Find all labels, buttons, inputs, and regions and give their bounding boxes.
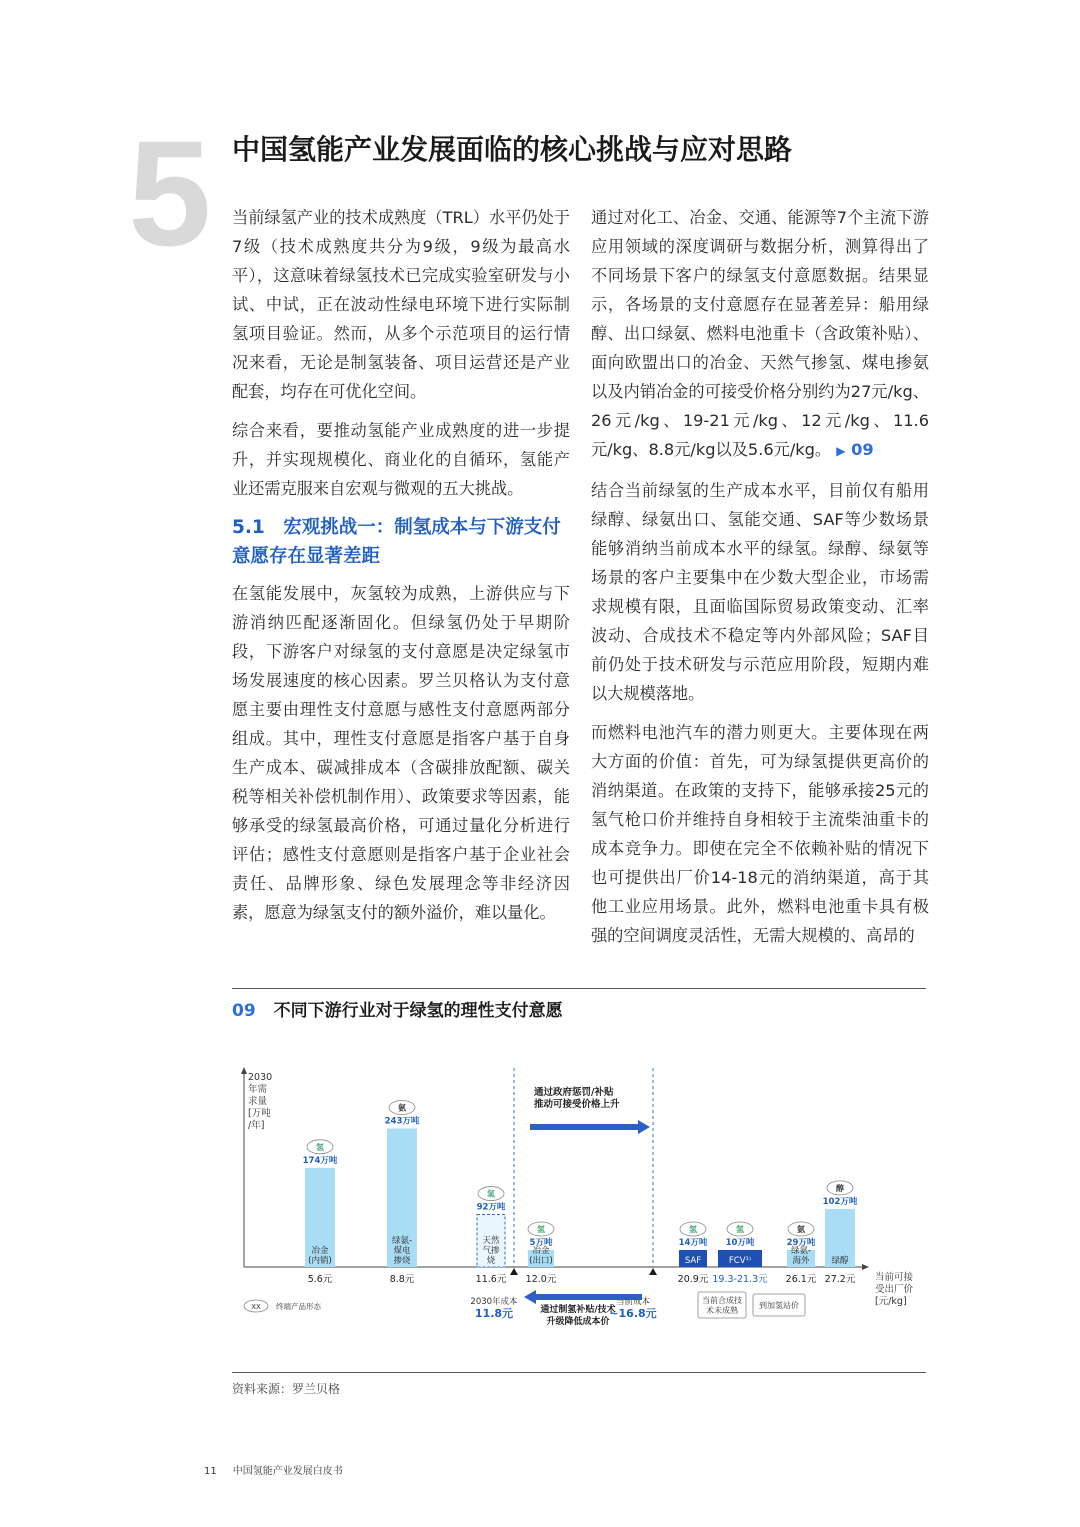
paragraph: 综合来看，要推动氢能产业成熟度的进一步提升，并实现规模化、商业化的自循环，氢能产业还需克服来自宏观与微观的五大挑战。	[232, 421, 570, 498]
figure-reference[interactable]	[836, 440, 873, 459]
play-triangle-icon: ▶	[836, 444, 846, 458]
bar-label: 天然	[482, 1236, 500, 1246]
cost-marker-label: 当前成本	[615, 1297, 651, 1307]
synthesis-note-text: 当前合成技	[702, 1296, 742, 1305]
figure-source: 资料来源：罗兰贝格	[232, 1382, 341, 1396]
product-badge-label: 氢	[689, 1225, 697, 1234]
right-column	[591, 203, 929, 960]
cost-marker-value: 11.8元	[474, 1307, 514, 1320]
x-axis-label: 当前可接	[875, 1272, 914, 1283]
payment-willingness-chart	[232, 1050, 926, 1350]
bar-label: 烧	[486, 1256, 496, 1266]
price-label: 5.6元	[307, 1274, 333, 1285]
x-axis-label: 受出厂价	[875, 1284, 914, 1295]
figure-heading	[232, 996, 563, 1021]
bar-value-label: 5万吨	[529, 1238, 553, 1248]
bar-label: 冶金	[532, 1246, 550, 1256]
bar-label: (内销)	[308, 1256, 332, 1266]
figure-reference-number: 09	[851, 440, 874, 459]
paragraph: 在氢能发展中，灰氢较为成熟，上游供应与下游消纳匹配逐渐固化。但绿氢仍处于早期阶段，下游客户对绿氢的支付意愿是决定绿氢市场发展速度的核心因素。罗兰贝格认为支付意愿主要由理性支付意愿与感性支付意愿两部分组成。其中，理性支付意愿是指客户基于自身生产成本、碳减排成本（含碳排放配额、碳关税等相关补偿机制作用）、政策要求等因素，能够承受的绿氢最高价格，可通过量化分析进行评估；感性支付意愿则是指客户基于企业社会责任、品牌形象、绿色发展理念等非经济因素，愿意为绿氢支付的额外溢价，难以量化。	[232, 584, 570, 922]
product-badge-label: 氨	[398, 1103, 406, 1113]
x-axis-label: [元/kg]	[875, 1296, 907, 1307]
product-badge-label: 氢	[537, 1225, 545, 1234]
cost-marker-label: 2030年成本	[470, 1297, 518, 1307]
y-axis-label: [万吨	[248, 1108, 271, 1119]
bar-value-label: 243万吨	[384, 1116, 420, 1127]
price-label: 8.8元	[389, 1274, 415, 1285]
bar-label: 绿氨-	[391, 1236, 413, 1246]
bar-value-label: 29万吨	[786, 1238, 816, 1248]
bar-value-label: 10万吨	[725, 1238, 755, 1248]
bar-value-label: 174万吨	[302, 1155, 338, 1166]
price-label: 27.2元	[824, 1274, 856, 1285]
price-label: 20.9元	[677, 1274, 709, 1285]
paragraph: 当前绿氢产业的技术成熟度（TRL）水平仍处于7级（技术成熟度共分为9级，9级为最高水平），这意味着绿氢技术已完成实验室研发与小试、中试，正在波动性绿电环境下进行实际制氢项目验证。然而，从多个示范项目的运行情况来看，无论是制氢装备、项目运营还是产业配套，均存在可优化空间。	[232, 208, 570, 401]
price-label: 11.6元	[475, 1274, 507, 1285]
figure-title: 不同下游行业对于绿氢的理性支付意愿	[273, 1001, 563, 1021]
y-axis-label: 年需	[248, 1084, 268, 1095]
product-badge-label: 氢	[736, 1225, 744, 1234]
policy-arrow-label: 推动可接受价格上升	[534, 1099, 620, 1110]
product-badge-label: 醇	[836, 1183, 844, 1193]
price-label: 19.3-21.3元	[712, 1274, 768, 1285]
bar-label: 掺烧	[393, 1256, 411, 1266]
x-axis-arrow	[862, 1264, 869, 1270]
tech-arrow-label: 通过制氢补贴/技术	[540, 1305, 616, 1315]
refuel-note-text: 到加氢站价	[759, 1301, 799, 1310]
product-badge-label: 氢	[487, 1189, 495, 1199]
chapter-title: 中国氢能产业发展面临的核心挑战与应对思路	[232, 133, 793, 166]
figure-bottom-rule	[232, 1372, 926, 1373]
bar-value-label: 14万吨	[678, 1238, 708, 1248]
paragraph: 结合当前绿氢的生产成本水平，目前仅有船用绿醇、绿氨出口、氢能交通、SAF等少数场景能够消纳当前成本水平的绿氢。绿醇、绿氨等场景的客户主要集中在少数大型企业，市场需求规模有限，且面临国际贸易政策变动、汇率波动、合成技术不稳定等内外部风险；SAF目前仍处于技术研发与示范应用阶段，短期内难以大规模落地。	[591, 481, 929, 703]
bar-label: SAF	[684, 1256, 702, 1266]
legend-label: 终端产品形态	[276, 1302, 321, 1311]
product-badge-label: 氨	[797, 1225, 805, 1234]
bar-label: 冶金	[311, 1246, 329, 1256]
y-axis-label: /年]	[248, 1120, 265, 1131]
bar-value-label: 92万吨	[476, 1202, 506, 1213]
bar-value-label: 102万吨	[822, 1196, 858, 1207]
section-title: 5.1 宏观挑战一：制氢成本与下游支付意愿存在显著差距	[232, 517, 561, 567]
left-column	[232, 203, 570, 937]
figure-top-rule	[232, 988, 926, 989]
y-axis-label: 2030	[248, 1072, 273, 1083]
synthesis-note-text: 术未成熟	[706, 1306, 738, 1315]
product-badge-label: 氢	[316, 1142, 324, 1152]
paragraph-text: 通过对化工、冶金、交通、能源等7个主流下游应用领域的深度调研与数据分析，测算得出了不同场景下客户的绿氢支付意愿数据。结果显示，各场景的支付意愿存在显著差异：船用绿醇、出口绿氨、燃料电池重卡（含政策补贴）、面向欧盟出口的冶金、天然气掺氢、煤电掺氨以及内销冶金的可接受价格分别约为27元/kg、26元/kg、19-21元/kg、12元/kg、11.6元/kg、8.8元/kg以及5.6元/kg。	[591, 208, 929, 459]
cost-marker-value: ~16.8元	[609, 1307, 657, 1320]
price-label: 26.1元	[785, 1274, 817, 1285]
bar-label: (出口)	[529, 1256, 553, 1266]
price-label: 12.0元	[525, 1274, 557, 1285]
y-axis-arrow	[241, 1067, 247, 1074]
bar-label: 气掺	[482, 1246, 500, 1256]
policy-arrow-label: 通过政府惩罚/补贴	[534, 1087, 614, 1098]
bar-label: 绿氨-	[790, 1246, 812, 1256]
bar-label: 绿醇	[831, 1256, 849, 1266]
page-number: 11	[204, 1466, 217, 1477]
policy-arrow	[530, 1120, 650, 1134]
figure-number: 09	[232, 1001, 256, 1021]
page-footer	[204, 1462, 343, 1477]
paragraph: 而燃料电池汽车的潜力则更大。主要体现在两大方面的价值：首先，可为绿氢提供更高价的消纳渠道。在政策的支持下，能够承接25元的氢气枪口价并维持自身相较于主流柴油重卡的成本竞争力。即使在完全不依赖补贴的情况下也可提供出厂价14-18元的消纳渠道，高于其他工业应用场景。此外，燃料电池重卡具有极强的空间调度灵活性，无需大规模的、高昂的	[591, 723, 929, 945]
bar-label: FCV¹⁾	[728, 1256, 752, 1266]
chapter-number: 5	[128, 109, 208, 277]
y-axis-label: 求量	[248, 1096, 268, 1107]
cost-marker-triangle	[649, 1268, 657, 1275]
paragraph	[591, 203, 929, 466]
cost-marker-triangle	[510, 1268, 518, 1275]
bar-label: 海外	[792, 1256, 810, 1266]
bar-label: 煤电	[393, 1246, 411, 1256]
legend-badge-label: XX	[251, 1303, 261, 1311]
tech-arrow-label: 升级降低成本价	[546, 1317, 610, 1327]
footer-title: 中国氢能产业发展白皮书	[232, 1466, 343, 1477]
